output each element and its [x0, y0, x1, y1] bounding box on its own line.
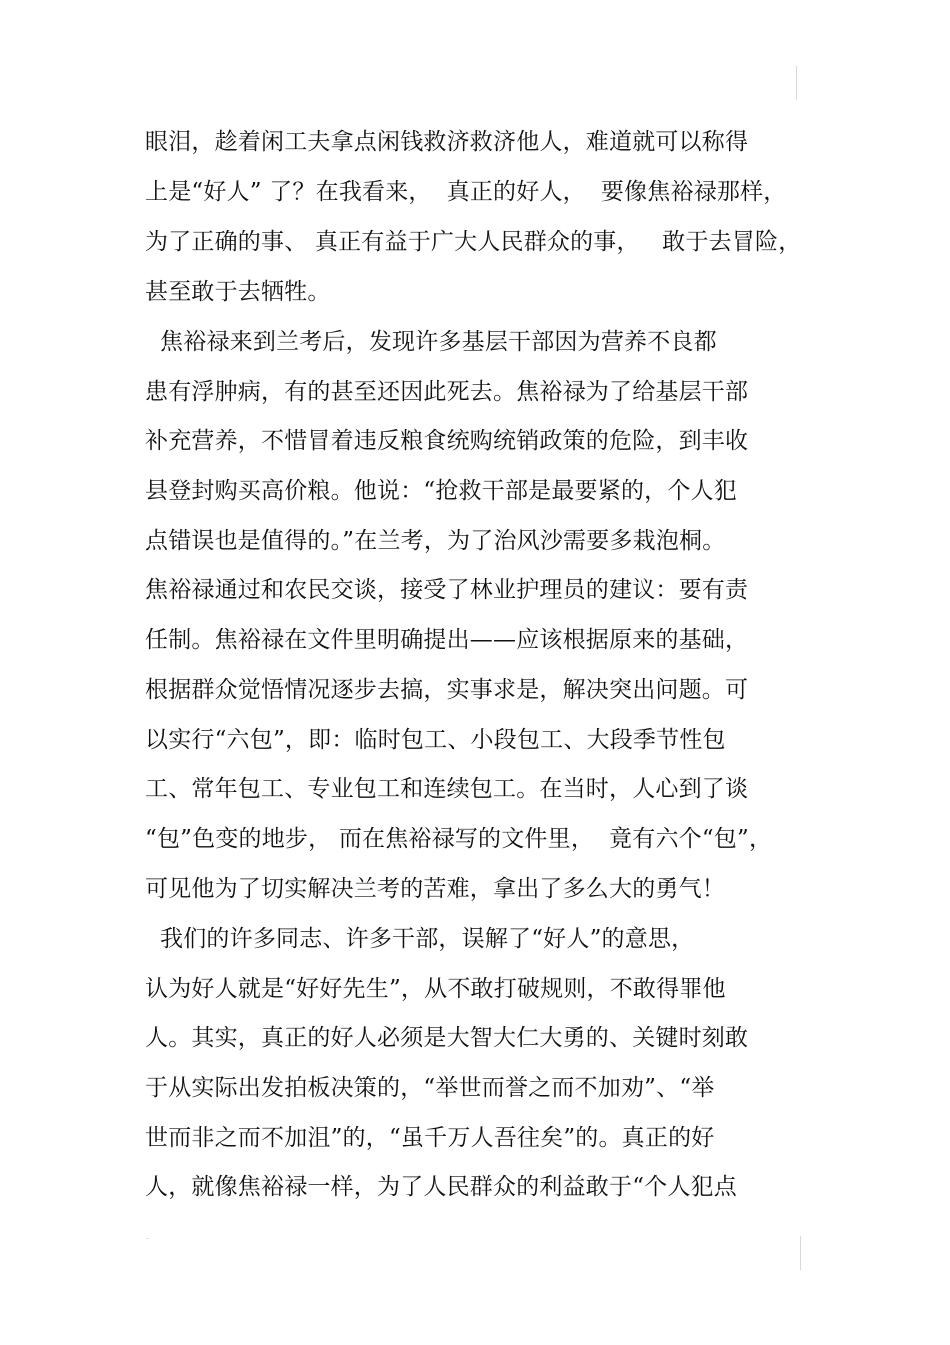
text-line: “包”色变的地步， 而在焦裕禄写的文件里， 竟有六个“包”，: [145, 826, 773, 852]
text-line: 点错误也是值得的。”在兰考，为了治风沙需要多栽泡桐。: [145, 528, 726, 554]
text-line: 可见他为了切实解决兰考的苦难，拿出了多么大的勇气！: [145, 876, 725, 902]
text-line: 工、常年包工、专业包工和连续包工。在当时，人心到了谈: [145, 776, 749, 802]
text-line: 人，就像焦裕禄一样，为了人民群众的利益敢于“个人犯点: [145, 1174, 737, 1200]
text-line: 上是“好人” 了？在我看来， 真正的好人， 要像焦裕禄那样，: [145, 179, 787, 205]
text-line: 甚至敢于去牺牲。: [145, 279, 331, 305]
text-line: 于从实际出发拍板决策的，“举世而誉之而不加劝”、“举: [145, 1075, 715, 1101]
text-line: 认为好人就是“好好先生”，从不敢打破规则，不敢得罪他: [145, 976, 726, 1002]
text-line: 人。其实，真正的好人必须是大智大仁大勇的、关键时刻敢: [145, 1025, 749, 1051]
margin-dot: [146, 1238, 149, 1239]
text-line: 我们的许多同志、许多干部，误解了“好人”的意思，: [145, 926, 695, 952]
margin-mark-top: [796, 66, 797, 100]
margin-mark-bottom: [800, 1236, 801, 1270]
text-line: 根据群众觉悟情况逐步去搞，实事求是，解决突出问题。可: [145, 677, 749, 703]
text-line: 焦裕禄通过和农民交谈，接受了林业护理员的建议：要有责: [145, 577, 749, 603]
text-line: 以实行“六包”，即：临时包工、小段包工、大段季节性包: [145, 727, 726, 753]
text-line: 眼泪，趁着闲工夫拿点闲钱救济救济他人，难道就可以称得: [145, 129, 749, 155]
text-line: 县登封购买高价粮。他说：“抢救干部是最要紧的，个人犯: [145, 478, 737, 504]
text-line: 世而非之而不加沮”的，“虽千万人吾往矣”的。真正的好: [145, 1125, 715, 1151]
text-line: 任制。焦裕禄在文件里明确提出——应该根据原来的基础，: [145, 627, 749, 653]
text-line: 焦裕禄来到兰考后，发现许多基层干部因为营养不良都: [145, 329, 717, 355]
text-line: 为了正确的事、 真正有益于广大人民群众的事， 敢于去冒险，: [145, 229, 802, 255]
text-line: 补充营养，不惜冒着违反粮食统购统销政策的危险，到丰收: [145, 428, 749, 454]
text-line: 患有浮肿病，有的甚至还因此死去。焦裕禄为了给基层干部: [145, 379, 749, 405]
